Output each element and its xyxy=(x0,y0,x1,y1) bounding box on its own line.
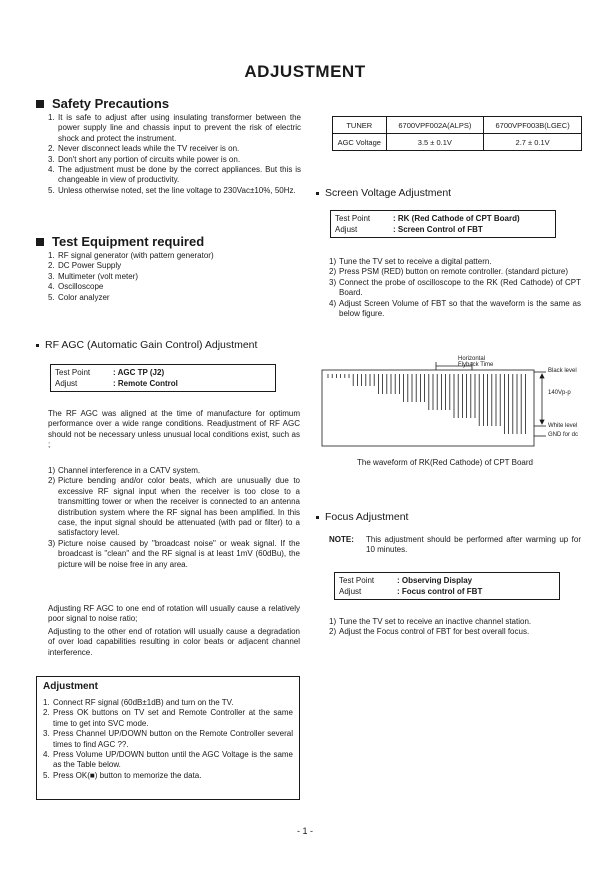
rf-agc-note-1: Adjusting RF AGC to one end of rotation will usually cause a relatively poor signal to noise ratio; xyxy=(48,604,300,624)
adjust-label: Adjust xyxy=(339,587,362,596)
page-number: - 1 - xyxy=(296,826,313,836)
list-item-number: 2. xyxy=(48,261,55,271)
adjust-value: : Focus control of FBT xyxy=(397,587,483,596)
list-item-text: Channel interference in a CATV system. xyxy=(58,466,201,475)
page-title: ADJUSTMENT xyxy=(244,62,366,81)
vpp-label: 140Vp-p xyxy=(548,390,571,396)
safety-heading-text: Safety Precautions xyxy=(52,96,170,111)
list-item-text: Press OK(■) button to memorize the data. xyxy=(53,770,202,780)
table-cell: 6700VPF002A(ALPS) xyxy=(386,117,484,134)
rf-agc-heading-text: RF AGC (Automatic Gain Control) Adjustment xyxy=(45,339,258,351)
focus-note xyxy=(329,535,581,556)
list-item-text: Picture noise caused by "broadcast noise" or weak signal. If the broadcast is "clean" and the RF signal is at least 1mV (60dBu), the picture will be noise free in any area. xyxy=(58,538,300,569)
list-item-number: 3) xyxy=(329,277,337,287)
list-item xyxy=(48,293,301,303)
list-item-number: 3. xyxy=(43,729,50,739)
waveform-caption: The waveform of RK(Red Cathode) of CPT Board xyxy=(357,458,533,467)
list-item xyxy=(329,278,581,299)
adjustment-steps-list xyxy=(43,698,293,781)
table-cell: AGC Voltage xyxy=(333,134,387,151)
list-item-text: Press OK buttons on TV set and Remote Controller at the same time to get into SVC mode. xyxy=(53,708,293,728)
list-item xyxy=(48,165,301,186)
list-item-number: 1. xyxy=(48,113,55,122)
horizontal-text: Horizontal xyxy=(458,356,486,362)
list-item xyxy=(329,627,589,637)
list-item-number: 5. xyxy=(48,185,55,195)
list-item xyxy=(48,476,300,538)
table-cell: TUNER xyxy=(333,117,387,134)
table-row xyxy=(333,134,582,151)
list-item xyxy=(48,251,301,261)
list-item-text: Adjust Screen Volume of FBT so that the waveform is the same as below figure. xyxy=(339,298,581,319)
list-item xyxy=(48,466,300,476)
focus-heading xyxy=(316,511,408,523)
flyback-text: Flyback Time xyxy=(458,362,494,368)
rf-agc-intro: The RF AGC was aligned at the time of manufacture for optimum performance over a wide range conditions. Readjustment of RF AGC should not be necessary unless unusual local conditions exist, such as ; xyxy=(48,409,300,450)
list-item xyxy=(48,261,301,271)
list-item xyxy=(329,617,589,627)
adjust-value: : Screen Control of FBT xyxy=(393,225,483,234)
list-item xyxy=(48,155,301,165)
list-item-text: Unless otherwise noted, set the line voltage to 230Vac±10%, 50Hz. xyxy=(58,185,296,195)
table-cell: 3.5 ± 0.1V xyxy=(386,134,484,151)
test-point-label: Test Point xyxy=(335,214,371,223)
waveform-frame xyxy=(322,370,534,446)
list-item-number: 2) xyxy=(329,267,337,277)
list-item-number: 5. xyxy=(43,770,50,780)
white-level-label: White level xyxy=(548,423,578,429)
note-text: This adjustment should be performed after warming up for 10 minutes. xyxy=(366,535,581,555)
list-item xyxy=(329,257,581,267)
list-item-number: 1) xyxy=(329,257,337,266)
test-point-value: : AGC TP (J2) xyxy=(113,368,165,377)
equipment-heading xyxy=(36,234,301,249)
list-item-text: Don't short any portion of circuits while power is on. xyxy=(58,154,241,164)
list-item xyxy=(43,708,293,729)
list-item-text: Connect RF signal (60dB±1dB) and turn on the TV. xyxy=(53,698,234,707)
list-item-number: 1) xyxy=(329,617,337,626)
list-item-number: 2) xyxy=(48,476,56,486)
square-bullet-icon xyxy=(36,100,44,108)
list-item-number: 1. xyxy=(48,251,55,260)
equipment-heading-text: Test Equipment required xyxy=(52,234,205,249)
safety-section xyxy=(36,96,301,196)
dot-bullet-icon xyxy=(316,516,319,519)
screen-steps-list xyxy=(329,257,581,319)
list-item-number: 2. xyxy=(43,708,50,718)
list-item-number: 4. xyxy=(48,165,55,175)
list-item-text: RF signal generator (with pattern generator) xyxy=(58,251,214,260)
gnd-label: GND for dc xyxy=(548,432,579,438)
test-point-label: Test Point xyxy=(339,576,375,585)
adjust-label: Adjust xyxy=(335,225,358,234)
list-item-text: Oscilloscope xyxy=(58,282,104,292)
list-item-text: The adjustment must be done by the correct appliances. But this is changeable in view of productivity. xyxy=(58,165,301,185)
list-item-number: 3. xyxy=(48,154,55,164)
equipment-list xyxy=(48,251,301,303)
table-row xyxy=(333,117,582,134)
list-item-text: Tune the TV set to receive a digital pattern. xyxy=(339,257,492,266)
list-item-number: 2) xyxy=(329,627,337,637)
list-item xyxy=(48,282,301,292)
list-item xyxy=(43,750,293,771)
list-item xyxy=(43,771,293,781)
list-item-text: Press Volume UP/DOWN button until the AGC Voltage is the same as the Table below. xyxy=(53,750,293,770)
adjust-value: : Remote Control xyxy=(113,379,178,388)
list-item-text: Multimeter (volt meter) xyxy=(58,271,139,281)
list-item-number: 4. xyxy=(48,282,55,292)
dot-bullet-icon xyxy=(36,344,39,347)
list-item xyxy=(48,272,301,282)
list-item xyxy=(48,144,301,154)
list-item-number: 4) xyxy=(329,298,337,308)
note-label: NOTE: xyxy=(329,535,354,544)
table-cell: 2.7 ± 0.1V xyxy=(484,134,582,151)
focus-testpoint-box xyxy=(334,572,560,600)
list-item-text: Color analyzer xyxy=(58,292,110,302)
equipment-section xyxy=(36,234,301,303)
list-item-number: 3) xyxy=(48,538,56,548)
list-item-text: Adjust the Focus control of FBT for best overall focus. xyxy=(339,627,530,637)
adjustment-box xyxy=(36,676,300,800)
list-item xyxy=(48,186,301,196)
test-point-value: : Observing Display xyxy=(397,576,473,585)
safety-list xyxy=(48,113,301,196)
rf-agc-conditions-list xyxy=(48,466,300,570)
list-item-text: DC Power Supply xyxy=(58,261,122,271)
horizontal-label xyxy=(458,356,493,368)
adjust-label: Adjust xyxy=(55,379,78,388)
test-point-label: Test Point xyxy=(55,368,91,377)
screen-voltage-heading xyxy=(316,187,451,199)
safety-heading xyxy=(36,96,301,111)
list-item-text: Press PSM (RED) button on remote controller. (standard picture) xyxy=(339,267,568,277)
list-item xyxy=(43,698,293,708)
list-item-number: 1) xyxy=(48,466,56,475)
screen-testpoint-box xyxy=(330,210,556,238)
waveform-bars xyxy=(328,374,525,434)
list-item-number: 1. xyxy=(43,698,50,707)
list-item xyxy=(48,539,300,570)
rf-agc-note-2: Adjusting to the other end of rotation will usually cause a degradation of over load capabilities resulting in color beats or adjacent channel interference. xyxy=(48,627,300,657)
list-item-number: 4. xyxy=(43,750,50,760)
adjustment-heading: Adjustment xyxy=(43,681,98,692)
list-item-text: It is safe to adjust after using insulating transformer between the power supply line and chassis input to prevent the risk of electric shock and protect the instrument. xyxy=(58,113,301,143)
list-item xyxy=(43,729,293,750)
rf-agc-testpoint-box xyxy=(50,364,276,392)
list-item xyxy=(329,299,581,320)
screen-voltage-heading-text: Screen Voltage Adjustment xyxy=(325,187,452,199)
tuner-table xyxy=(332,116,582,151)
list-item-text: Tune the TV set to receive an inactive channel station. xyxy=(339,617,532,626)
list-item-text: Never disconnect leads while the TV receiver is on. xyxy=(58,144,240,154)
table-cell: 6700VPF003B(LGEC) xyxy=(484,117,582,134)
list-item-text: Connect the probe of oscilloscope to the RK (Red Cathode) of CPT Board. xyxy=(339,277,581,298)
test-point-value: : RK (Red Cathode of CPT Board) xyxy=(393,214,520,223)
list-item-number: 2. xyxy=(48,144,55,154)
black-level-label: Black level xyxy=(548,368,577,374)
list-item xyxy=(329,267,581,277)
dot-bullet-icon xyxy=(316,192,319,195)
focus-steps-list xyxy=(329,617,589,638)
rf-agc-heading xyxy=(36,339,257,351)
list-item-text: Press Channel UP/DOWN button on the Remote Controller several times to find AGC ??. xyxy=(53,729,293,749)
square-bullet-icon xyxy=(36,238,44,246)
focus-heading-text: Focus Adjustment xyxy=(325,511,409,523)
list-item-text: Picture bending and/or color beats, which are unusually due to excessive RF signal input when the receiver is too close to a transmitting tower or when the receiver is connected to an antenna distribution system where the RF signal has been amplified. In this case, the input signal should be attenuated (with pad or filter) to a satisfactory level. xyxy=(58,476,300,538)
list-item-number: 3. xyxy=(48,271,55,281)
list-item-number: 5. xyxy=(48,292,55,302)
waveform-figure xyxy=(320,356,595,452)
list-item xyxy=(48,113,301,144)
